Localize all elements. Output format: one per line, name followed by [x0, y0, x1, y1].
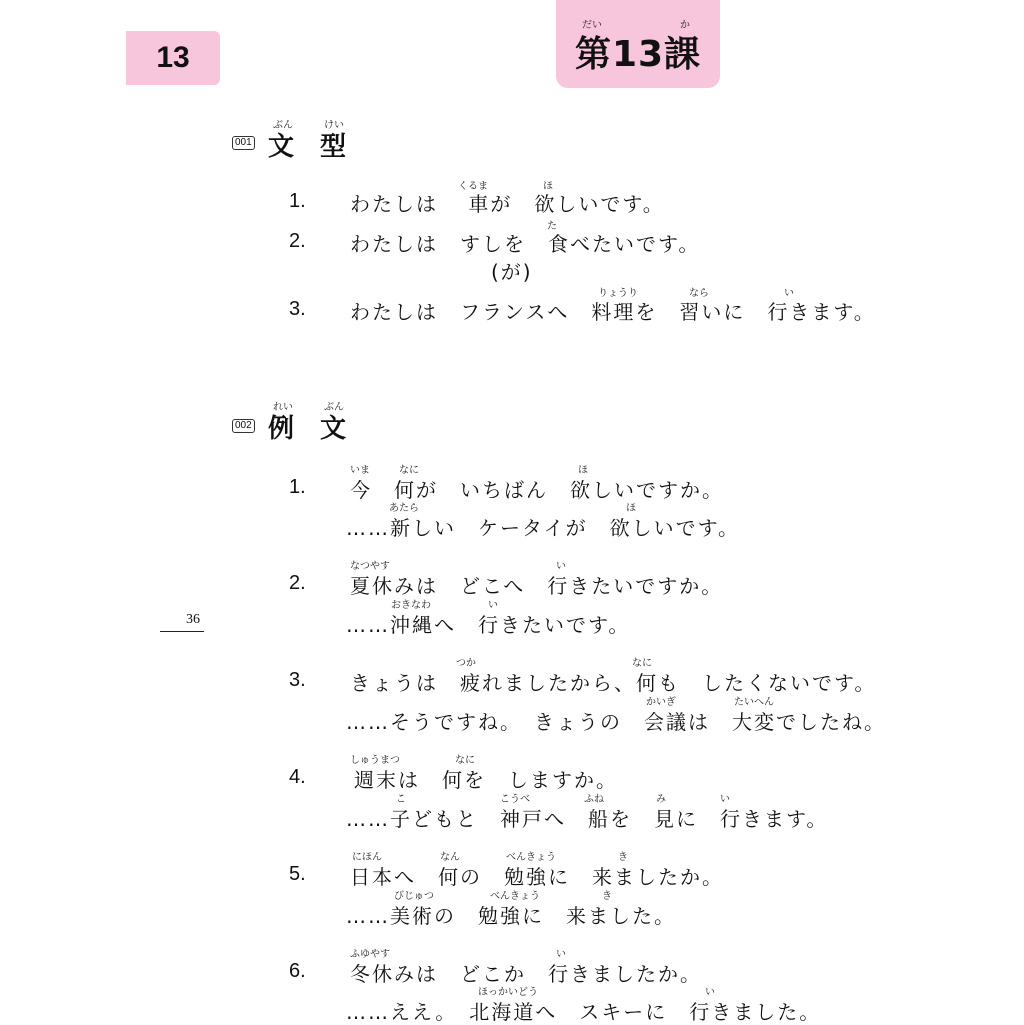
furigana: なら	[689, 288, 709, 299]
section-heading: 文	[268, 132, 295, 162]
furigana: つか	[456, 658, 476, 669]
furigana: なに	[455, 755, 475, 766]
furigana: い	[784, 288, 794, 299]
item-number: 5.	[289, 863, 306, 885]
furigana: こ	[396, 794, 406, 805]
example-sentence: わたしは すしを 食べたいです。	[350, 232, 701, 256]
example-sentence: 週末は 何を しますか。	[354, 768, 618, 792]
item-number: 2.	[289, 230, 306, 252]
furigana: べんきょう	[490, 891, 540, 902]
section-heading: 型	[320, 132, 347, 162]
furigana: い	[556, 949, 566, 960]
example-sentence: 日本へ 何の 勉強に 来ましたか。	[350, 865, 724, 889]
furigana: なに	[632, 658, 652, 669]
item-number: 1.	[289, 190, 306, 212]
furigana: ぶん	[273, 120, 293, 131]
example-sentence: わたしは 車が 欲しいです。	[350, 192, 665, 216]
furigana: ふね	[584, 794, 604, 805]
furigana: ふゆやす	[350, 949, 390, 960]
furigana: れい	[273, 402, 293, 413]
item-number: 2.	[289, 572, 306, 594]
example-sentence: きょうは 疲れましたから、何も したくないです。	[350, 671, 877, 695]
furigana: ほっかいどう	[478, 987, 538, 998]
answer-sentence: ……子どもと 神戸へ 船を 見に 行きます。	[346, 807, 829, 831]
furigana: なに	[399, 465, 419, 476]
furigana: なん	[440, 852, 460, 863]
answer-sentence: ……美術の 勉強に 来ました。	[346, 904, 676, 928]
section-heading: 文	[320, 414, 347, 444]
chapter-number-tab: 13	[126, 31, 220, 85]
item-number: 3.	[289, 669, 306, 691]
furigana: か	[680, 20, 690, 31]
furigana: き	[618, 852, 628, 863]
furigana: なつやす	[350, 561, 390, 572]
furigana: き	[602, 891, 612, 902]
furigana: い	[556, 561, 566, 572]
furigana: ほ	[626, 503, 636, 514]
furigana: けい	[324, 120, 344, 131]
furigana: あたら	[389, 503, 419, 514]
furigana: べんきょう	[506, 852, 556, 863]
page-number-rule	[160, 631, 204, 632]
section-heading: 例	[268, 414, 295, 444]
furigana: だい	[582, 20, 602, 31]
item-number: 6.	[289, 960, 306, 982]
furigana: びじゅつ	[394, 891, 434, 902]
lesson-title: 第13課	[574, 34, 702, 75]
example-sentence: 今 何が いちばん 欲しいですか。	[350, 478, 724, 502]
furigana: こうべ	[500, 794, 530, 805]
furigana: い	[705, 987, 715, 998]
furigana: た	[547, 221, 557, 232]
furigana: りょうり	[598, 288, 638, 299]
answer-sentence: ……新しい ケータイが 欲しいです。	[346, 516, 740, 540]
furigana: おきなわ	[391, 600, 431, 611]
lesson-title-box	[556, 0, 720, 88]
furigana: み	[656, 794, 666, 805]
example-sentence: わたしは フランスへ 料理を 習いに 行きます。	[350, 300, 876, 324]
furigana: ほ	[578, 465, 588, 476]
furigana: ほ	[543, 181, 553, 192]
audio-track-badge: 002	[232, 419, 255, 433]
answer-sentence: ……沖縄へ 行きたいです。	[346, 613, 631, 637]
furigana: い	[720, 794, 730, 805]
example-sentence: 冬休みは どこか 行きましたか。	[350, 962, 702, 986]
item-number: 4.	[289, 766, 306, 788]
furigana: にほん	[352, 852, 382, 863]
item-number: 1.	[289, 476, 306, 498]
page-number: 36	[186, 612, 200, 627]
furigana: しゅうまつ	[350, 755, 400, 766]
furigana: たいへん	[734, 697, 774, 708]
answer-sentence: ……そうですね。 きょうの 会議は 大変でしたね。	[346, 710, 886, 734]
example-sentence: 夏休みは どこへ 行きたいですか。	[350, 574, 724, 598]
furigana: ぶん	[324, 402, 344, 413]
item-number: 3.	[289, 298, 306, 320]
alternative-particle: (が)	[491, 260, 533, 284]
furigana: い	[488, 600, 498, 611]
furigana: くるま	[458, 181, 488, 192]
furigana: かいぎ	[646, 697, 676, 708]
answer-sentence: ……ええ。 北海道へ スキーに 行きました。	[346, 1000, 822, 1024]
audio-track-badge: 001	[232, 136, 255, 150]
furigana: いま	[350, 465, 370, 476]
